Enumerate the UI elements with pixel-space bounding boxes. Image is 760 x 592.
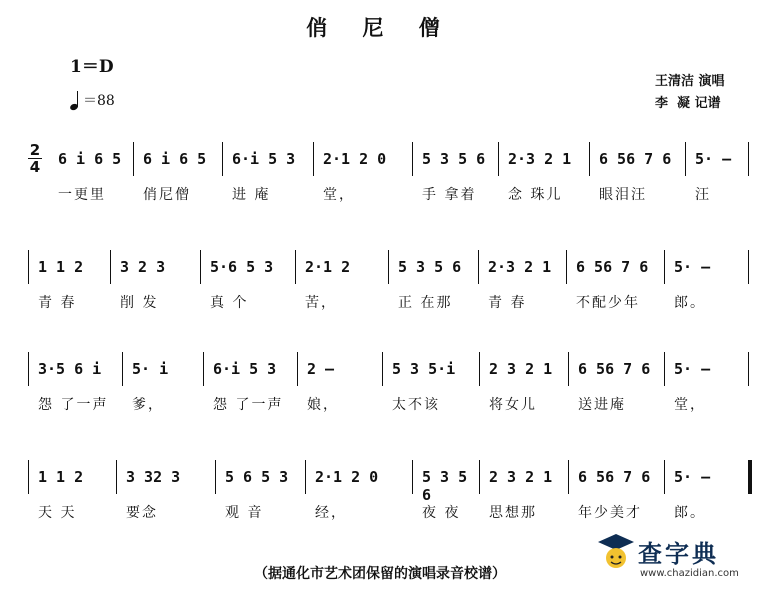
measure-notes: 2·1 2 0 — [315, 468, 379, 486]
measure-notes: 6 56 7 6 — [576, 258, 649, 276]
source-note: （据通化市艺术团保留的演唱录音校谱） — [254, 566, 506, 582]
bar-line — [297, 352, 298, 386]
lyric-text: 郎。 — [674, 295, 706, 311]
measure-notes: 3·5 6 i — [38, 360, 102, 378]
lyric-text: 怨 了一声 — [213, 397, 284, 413]
lyric-text: 郎。 — [674, 505, 706, 521]
bar-line — [222, 142, 223, 176]
measure-notes: 1 1 2 — [38, 258, 84, 276]
lyric-text: 天 天 — [38, 505, 77, 521]
lyric-text: 爹， — [132, 397, 164, 413]
bar-line — [133, 142, 134, 176]
bar-line — [200, 250, 201, 284]
lyric-text: 经， — [315, 505, 347, 521]
measure-notes: 5 3 5 6 — [422, 150, 486, 168]
measure-notes: 5· – — [695, 150, 732, 168]
lyric-text: 要念 — [126, 505, 158, 521]
lyric-text: 堂， — [323, 187, 355, 203]
bar-line — [295, 250, 296, 284]
lyric-text: 观 音 — [225, 505, 264, 521]
measure-notes: 2·3 2 1 — [508, 150, 572, 168]
measure-notes: 5· – — [674, 360, 711, 378]
bar-line — [305, 460, 306, 494]
measure-notes: 3 2 3 — [120, 258, 166, 276]
bar-line — [28, 460, 29, 494]
measure-notes: 2 3 2 1 — [489, 468, 553, 486]
measure-notes: 5· i — [132, 360, 169, 378]
bar-line — [203, 352, 204, 386]
measure-notes: 5· – — [674, 468, 711, 486]
lyric-text: 年少美才 — [578, 505, 642, 521]
lyric-text: 手 拿着 — [422, 187, 477, 203]
bar-line — [748, 250, 749, 284]
bar-line — [566, 250, 567, 284]
bar-line — [313, 142, 314, 176]
tempo-value: ＝88 — [83, 93, 115, 109]
measure-notes: 2·1 2 — [305, 258, 351, 276]
scribe-credit: 李 凝 记谱 — [655, 96, 721, 111]
bar-line — [215, 460, 216, 494]
measure-notes: 6 56 7 6 — [578, 468, 651, 486]
lyric-text: 苦， — [305, 295, 337, 311]
measure-notes: 6 i 6 5 — [58, 150, 122, 168]
lyric-text: 青 春 — [38, 295, 77, 311]
lyric-text: 汪 — [695, 187, 711, 203]
lyric-text: 俏尼僧 — [143, 187, 191, 203]
lyric-text: 太不该 — [392, 397, 440, 413]
bar-line — [110, 250, 111, 284]
watermark-url: www.chazidian.com — [640, 568, 739, 579]
lyric-text: 送进庵 — [578, 397, 626, 413]
bar-line — [412, 142, 413, 176]
bar-line — [664, 352, 665, 386]
bar-line — [664, 460, 665, 494]
bar-line — [382, 352, 383, 386]
bar-line — [412, 460, 413, 494]
bar-line — [748, 352, 749, 386]
bar-line — [685, 142, 686, 176]
measure-notes: 2 – — [307, 360, 335, 378]
measure-notes: 5 3 5 6 — [422, 468, 468, 504]
lyric-text: 念 珠儿 — [508, 187, 563, 203]
bar-line — [116, 460, 117, 494]
measure-notes: 1 1 2 — [38, 468, 84, 486]
quarter-note-icon — [70, 90, 80, 110]
lyric-text: 堂， — [674, 397, 706, 413]
lyric-text: 怨 了一声 — [38, 397, 109, 413]
page-title: 俏 尼 僧 — [306, 15, 454, 40]
bar-line — [122, 352, 123, 386]
measure-notes: 6 56 7 6 — [599, 150, 672, 168]
lyric-text: 真 个 — [210, 295, 249, 311]
lyric-text: 娘， — [307, 397, 339, 413]
measure-notes: 3 32 3 — [126, 468, 181, 486]
measure-notes: 6 i 6 5 — [143, 150, 207, 168]
bar-line — [664, 250, 665, 284]
measure-notes: 2 3 2 1 — [489, 360, 553, 378]
time-signature-bottom: 4 — [29, 158, 41, 176]
bar-line — [479, 460, 480, 494]
bar-line — [479, 352, 480, 386]
bar-line — [568, 352, 569, 386]
watermark — [596, 530, 756, 586]
measure-notes: 6·i 5 3 — [232, 150, 296, 168]
watermark-brand: 查字典 — [638, 540, 719, 568]
bar-line — [748, 142, 749, 176]
measure-notes: 2·1 2 0 — [323, 150, 387, 168]
bar-line — [28, 250, 29, 284]
measure-notes: 5· – — [674, 258, 711, 276]
lyric-text: 眼泪汪 — [599, 187, 647, 203]
measure-notes: 6·i 5 3 — [213, 360, 277, 378]
bar-line — [498, 142, 499, 176]
measure-notes: 6 56 7 6 — [578, 360, 651, 378]
lyric-text: 进 庵 — [232, 187, 271, 203]
measure-notes: 2·3 2 1 — [488, 258, 552, 276]
bar-line — [28, 352, 29, 386]
lyric-text: 正 在那 — [398, 295, 453, 311]
time-signature-top: 2 — [29, 141, 41, 159]
lyric-text: 削 发 — [120, 295, 159, 311]
lyric-text: 将女儿 — [489, 397, 537, 413]
lyric-text: 夜 夜 — [422, 505, 461, 521]
bar-line — [568, 460, 569, 494]
lyric-text: 一更里 — [58, 187, 106, 203]
bar-line — [589, 142, 590, 176]
measure-notes: 5 3 5·i — [392, 360, 456, 378]
graduate-cap-icon — [596, 532, 636, 576]
measure-notes: 5·6 5 3 — [210, 258, 274, 276]
lyric-text: 不配少年 — [576, 295, 640, 311]
measure-notes: 5 6 5 3 — [225, 468, 289, 486]
bar-line — [388, 250, 389, 284]
measure-notes: 5 3 5 6 — [398, 258, 462, 276]
time-signature — [28, 142, 42, 175]
tempo-marking — [70, 90, 115, 110]
bar-line — [478, 250, 479, 284]
lyric-text: 青 春 — [488, 295, 527, 311]
singer-credit: 王清洁 演唱 — [655, 74, 725, 89]
lyric-text: 思想那 — [489, 505, 537, 521]
bar-line — [748, 460, 752, 494]
key-signature: 1＝D — [70, 57, 114, 77]
